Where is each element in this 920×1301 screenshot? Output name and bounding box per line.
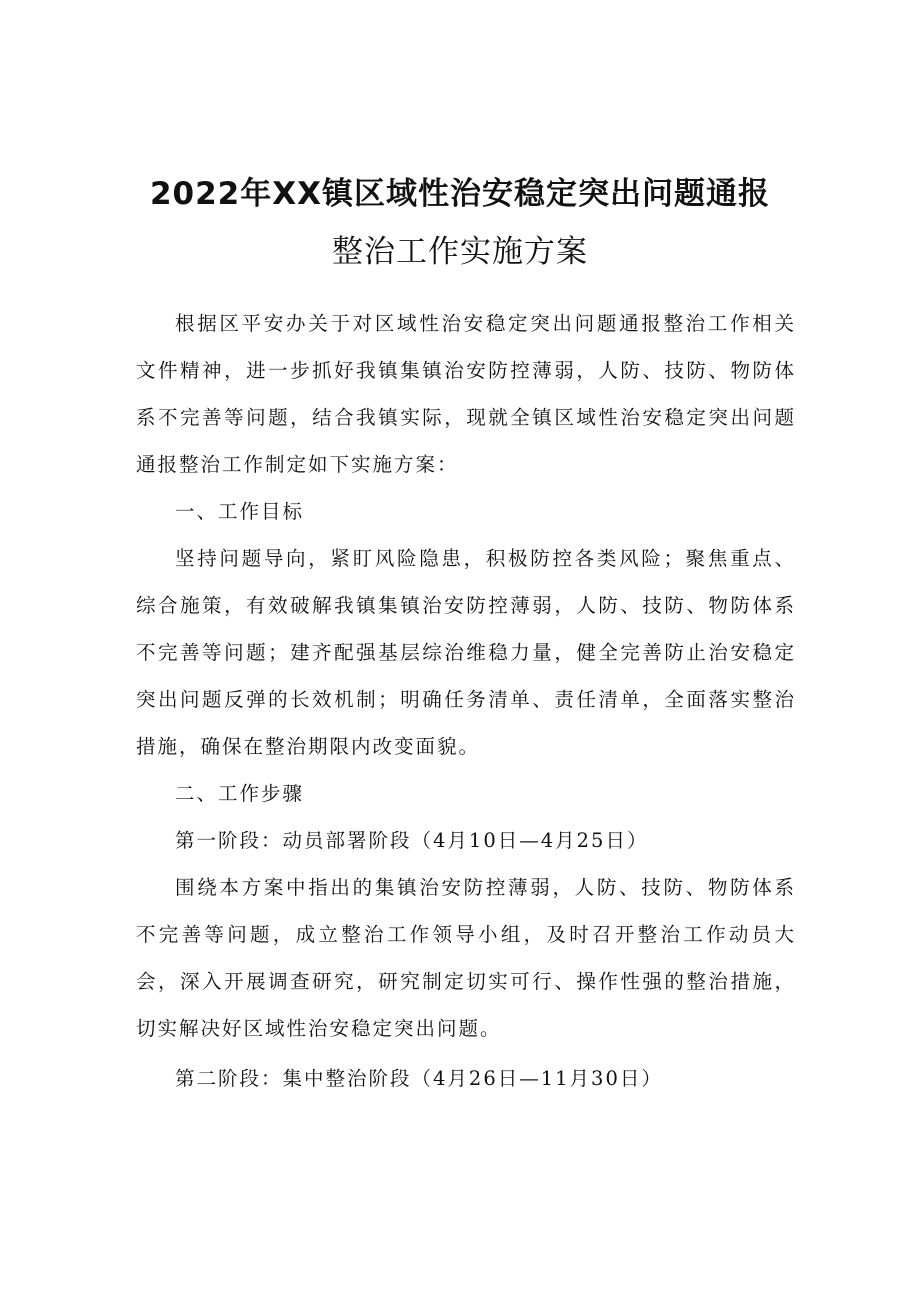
stage-one-heading: 第一阶段：动员部署阶段（4月10日—4月25日）: [175, 829, 649, 852]
stage-one-paragraph: 围绕本方案中指出的集镇治安防控薄弱，人防、技防、物防体系不完善等问题，成立整治工作领导小组，及时召开整治工作动员大会，深入开展调查研究，研究制定切实可行、操作性强的整治措施，切实解决好区域性治安稳定突出问题。: [136, 876, 796, 1040]
goals-paragraph: 坚持问题导向，紧盯风险隐患，积极防控各类风险；聚焦重点、综合施策，有效破解我镇集镇治安防控薄弱，人防、技防、物防体系不完善等问题；建齐配强基层综治维稳力量，健全完善防止治安稳定突出问题反弹的长效机制；明确任务清单、责任清单，全面落实整治措施，确保在整治期限内改变面貌。: [136, 547, 796, 758]
document-title-line-1: 2022年XX镇区域性治安稳定突出问题通报: [149, 176, 771, 212]
section-heading-steps: 二、工作步骤: [175, 782, 305, 805]
document-title-line-2: 整治工作实施方案: [332, 234, 588, 270]
intro-paragraph: 根据区平安办关于对区域性治安稳定突出问题通报整治工作相关文件精神，进一步抓好我镇集镇治安防控薄弱，人防、技防、物防体系不完善等问题，结合我镇实际，现就全镇区域性治安稳定突出问题通报整治工作制定如下实施方案：: [136, 312, 796, 476]
stage-two-heading: 第二阶段：集中整治阶段（4月26日—11月30日）: [175, 1067, 663, 1090]
section-heading-goals: 一、工作目标: [175, 500, 305, 523]
document-body-continued: [136, 1055, 796, 1102]
document-body: [136, 300, 796, 1052]
